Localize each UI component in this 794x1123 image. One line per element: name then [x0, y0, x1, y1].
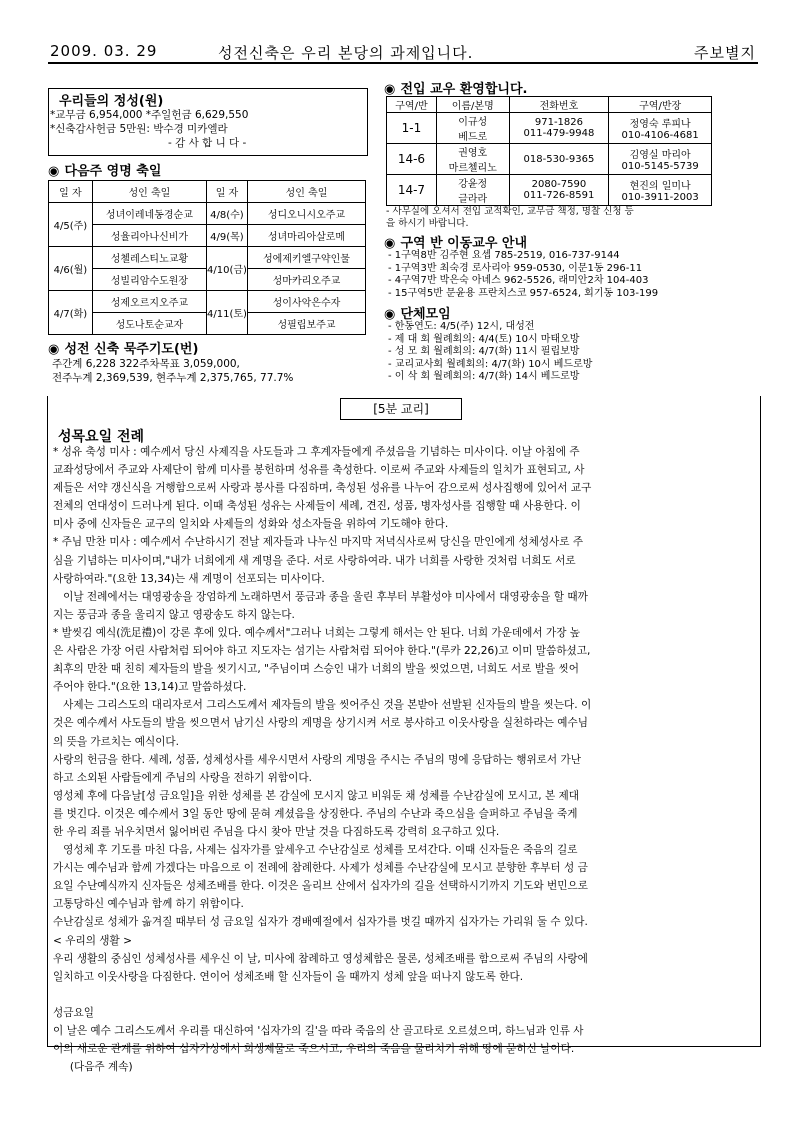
feast-saint: 성녀마리아살로메 [247, 225, 365, 247]
target-bullet-icon: ◉ [384, 82, 396, 97]
feast-saint: 성마카리오주교 [247, 269, 365, 291]
welcome-area: 14-6 [387, 144, 437, 175]
welcome-note [386, 206, 634, 230]
welcome-title: 전입 교우 환영합니다. [400, 82, 528, 97]
lesson-line: 고통당하신 예수님과 함께 하기 위함이다. [53, 898, 244, 911]
lesson-line: 미사 중에 신자들은 교구의 일치와 사제들의 성화와 성소자들을 위하여 기도해야 한다. [53, 518, 449, 531]
lesson-body [53, 443, 753, 1076]
prayer-section [48, 338, 198, 357]
groups-line: - 한동연도: 4/5(주) 12시, 대성전 [388, 321, 535, 332]
moving-line: - 4구역7반 박은숙 아녜스 962-5526, 래미안2차 104-403 [388, 275, 649, 286]
welcome-area: 1-1 [387, 113, 437, 144]
moving-title: 구역 반 이동교우 안내 [400, 236, 528, 251]
lesson-line: 영성체 후에 다음날[성 금요일]을 위한 성체를 본 감실에 모시지 않고 비워둔 채 성체를 수난감실에 모시고, 본 제대 [53, 789, 580, 802]
welcome-baptismal: 마르첼리노 [448, 163, 497, 174]
target-bullet-icon: ◉ [48, 342, 60, 357]
welcome-name: 권영호 [458, 148, 488, 159]
welcome-note-line: - 사무실에 오셔서 전입 교적확인, 교무금 책정, 명찰 신청 등 [386, 206, 634, 217]
welcome-leader: 김영실 마리아 [629, 150, 691, 161]
lesson-line: 의 뜻을 가르치는 예식이다. [53, 735, 180, 748]
lesson-line: 수난감실로 성체가 옮겨질 때부터 성 금요일 십자가 경배예절에서 십자가를 벗길 때까지 십자가는 가리워 둘 수 있다. [53, 916, 588, 929]
welcome-leader: 정영숙 루피나 [629, 119, 691, 130]
offerings-box [48, 88, 368, 156]
lesson-line: * 주님 만찬 미사 : 예수께서 수난하시기 전날 제자들과 나누신 마지막 저녁식사로써 당신을 만인에게 성체성사로 주 [53, 536, 584, 549]
lesson-line: 것은 예수께서 사도들의 발을 씻으면서 남기신 사랑의 계명을 상기시켜 서로 봉사하고 이웃사랑을 실천하라는 예수님 [53, 717, 588, 730]
offerings-line: *교무금 6,954,000 *주일헌금 6,629,550 [50, 109, 249, 121]
feast-header: 성인 축일 [92, 181, 206, 203]
welcome-phone: 011-726-8591 [523, 190, 595, 201]
lesson-line: 이 날은 예수 그리스도께서 우리를 대신하여 '십자가의 길'을 따라 죽음의 산 골고타로 오르셨으며, 하느님과 인류 사 [53, 1025, 584, 1037]
feast-section [48, 160, 161, 179]
lesson-line: 심을 기념하는 미사이며,"내가 너희에게 새 계명을 준다. 서로 사랑하여라. 내가 너희를 사랑한 것처럼 너희도 서로 [53, 554, 576, 567]
feast-date: 4/5(주) [49, 203, 93, 247]
feast-saint: 성제오르지오주교 [92, 291, 206, 313]
lesson-line: 가시는 예수님과 함께 가겠다는 마음으로 이 전례에 참례한다. 사제가 성체를 수난감실에 모시고 분향한 후부터 성 금 [53, 862, 588, 875]
prayer-line: 전주누계 2,369,539, 현주누계 2,375,765, 77.7% [52, 372, 294, 384]
welcome-phone: 971-1826 [534, 117, 584, 128]
feast-saint: 성도나토순교자 [92, 313, 206, 335]
offerings-title: 우리들의 정성(원) [59, 94, 164, 109]
target-bullet-icon: ◉ [384, 307, 396, 322]
moving-line: - 1구역8반 김주현 요셉 785-2519, 016-737-9144 [388, 250, 620, 261]
target-bullet-icon: ◉ [48, 164, 60, 179]
lesson-line: 제들은 서약 갱신식을 거행함으로써 사랑과 봉사를 다짐하며, 축성된 성유를 나누어 감으로써 성사집행에 있어서 교구 [53, 482, 592, 495]
lesson-line: 이날 전례에서는 대영광송을 장엄하게 노래하면서 풍금과 종을 울린 후부터 부활성야 미사에서 대영광송을 할 때까 [53, 590, 588, 603]
groups-section [384, 303, 451, 322]
lesson-line: 사랑의 헌금을 한다. 세례, 성품, 성체성사를 세우시면서 사랑의 계명을 주시는 주님의 명에 응답하는 행위로서 가난 [53, 753, 581, 766]
welcome-header: 구역/반 [387, 97, 437, 113]
groups-line: - 교리교사회 월례회의: 4/7(화) 10시 베드로방 [388, 358, 593, 370]
prayer-lines [52, 357, 293, 385]
issue-date: 2009. 03. 29 [50, 42, 158, 60]
moving-section [384, 232, 527, 251]
welcome-baptismal: 글라라 [458, 194, 488, 205]
welcome-name: 강윤정 [458, 179, 488, 190]
lesson-line: * 발씻김 예식(洗足禮)이 강론 후에 있다. 예수께서"그러나 너희는 그렇게 해서는 안 된다. 너희 가운데에서 가장 높 [53, 626, 581, 639]
offerings-line: *신축감사헌금 5만원: 박수경 미카엘라 [50, 123, 228, 135]
feast-header: 일 자 [49, 181, 93, 203]
offerings-thanks: - 감 사 합 니 다 - [168, 137, 247, 149]
lesson-line: 요일 수난예식까지 신자들은 성체조배를 한다. 이것은 올리브 산에서 십자가의 길을 선택하시기까지 기도와 번민으로 [53, 880, 588, 893]
welcome-phone: 018-530-9365 [523, 153, 595, 165]
lesson-line: 사랑하여라."(요한 13,34)는 새 계명이 선포되는 미사이다. [53, 572, 325, 585]
welcome-leader-phone: 010-4106-4681 [621, 130, 699, 141]
lesson-line: < 우리의 생활 > [53, 934, 133, 947]
welcome-area: 14-7 [387, 175, 437, 206]
offerings-lines [50, 108, 248, 150]
lesson-line: 를 벗긴다. 이것은 예수께서 3일 동안 땅에 묻혀 계셨음을 상징한다. 주님의 수난과 죽으심을 슬퍼하고 주님을 죽게 [53, 807, 578, 820]
feast-date: 4/7(화) [49, 291, 93, 335]
welcome-phone: 011-479-9948 [523, 128, 595, 139]
lesson-line: 한 우리 죄를 뉘우치면서 잃어버린 주님을 다시 찾아 만날 것을 다짐하도록 강력히 요구하고 있다. [53, 825, 500, 838]
feast-date: 4/11(토) [206, 291, 247, 335]
welcome-section [384, 78, 527, 97]
feast-header: 일 자 [206, 181, 247, 203]
groups-line: - 이 삭 회 월례회의: 4/7(화) 14시 베드로방 [388, 371, 580, 382]
lesson-line: 영성체 후 기도를 마친 다음, 사제는 십자가를 앞세우고 수난감실로 성체를 모셔간다. 이때 신자들은 죽음의 길로 [53, 844, 578, 857]
lesson-heading: 성목요일 전례 [58, 429, 145, 445]
welcome-header: 전화번호 [509, 97, 609, 113]
moving-line: - 15구역5반 문윤용 프란치스코 957-6524, 회기동 103-199 [388, 287, 659, 299]
feast-saint: 성첼레스티노교황 [92, 247, 206, 269]
welcome-phone: 2080-7590 [531, 179, 587, 190]
lesson-line [53, 986, 753, 1004]
welcome-header: 구역/반장 [609, 97, 712, 113]
feast-date: 4/10(금) [206, 247, 247, 291]
lesson-line: 은 사람은 가장 어린 사람처럼 되어야 하고 지도자는 섬기는 사람처럼 되어야 한다."(루카 22,26)고 이미 말씀하셨고, [53, 645, 591, 658]
prayer-line: 주간계 6,228 322주차목표 3,059,000, [52, 358, 240, 370]
lesson-line: (다음주 계속) [53, 1061, 133, 1074]
feast-saint: 성필립보주교 [247, 313, 365, 335]
feast-saint: 성율리아나신비가 [92, 225, 206, 247]
lesson-line: 주어야 한다."(요한 13,14)고 말씀하셨다. [53, 681, 247, 694]
welcome-table [386, 96, 712, 206]
page-header [48, 40, 758, 64]
feast-saint: 성에제키엘구약인물 [247, 247, 365, 269]
lesson-line: 최후의 만찬 때 친히 제자들의 발을 씻기시고, "주님이며 스승인 내가 너희의 발을 씻었으면, 너희도 서로 발을 씻어 [53, 663, 579, 676]
welcome-header: 이름/본명 [436, 97, 509, 113]
welcome-note-line: 을 하시기 바랍니다. [386, 218, 469, 229]
welcome-baptismal: 베드로 [458, 132, 488, 143]
feast-header: 성인 축일 [247, 181, 365, 203]
lesson-line: 교좌성당에서 주교와 사제단이 함께 미사를 봉헌하며 성유를 축성한다. 이로써 주교와 사제들의 일치가 표현되고, 사 [53, 464, 585, 477]
lesson-line: 사제는 그리스도의 대리자로서 그리스도께서 제자들의 발을 씻어주신 것을 본받아 선발된 신자들의 발을 씻는다. 이 [53, 699, 592, 712]
welcome-name: 이규성 [458, 117, 488, 128]
moving-line: - 1구역3반 최숙경 로사리아 959-0530, 이문1동 296-11 [388, 262, 643, 274]
groups-line: - 제 대 회 월례회의: 4/4(토) 10시 마태오방 [388, 333, 580, 345]
prayer-title: 성전 신축 묵주기도(번) [64, 342, 199, 357]
lesson-line: 지는 풍금과 종을 울리지 않고 영광송도 하지 않는다. [53, 608, 295, 621]
feast-table [48, 180, 366, 335]
lesson-line: 우리 생활의 중심인 성체성사를 세우신 이 날, 미사에 참례하고 영성체함은 물론, 성체조배를 함으로써 주님의 사랑에 [53, 952, 588, 965]
groups-title: 단체모임 [400, 307, 451, 322]
welcome-leader-phone: 010-5145-5739 [621, 161, 699, 172]
lesson-line: 이의 새로운 관계를 위하여 십자가상에서 희생제물로 죽으시고, 우리의 죽음을 물리치기 위해 땅에 묻히신 날이다. [53, 1043, 575, 1056]
header-label: 주보별지 [694, 44, 756, 62]
feast-saint: 성녀이레네동경순교 [92, 203, 206, 225]
moving-lines [388, 250, 658, 300]
welcome-leader: 현진의 일미나 [629, 181, 691, 192]
feast-saint: 성빌리암수도원장 [92, 269, 206, 291]
header-title: 성전신축은 우리 본당의 과제입니다. [218, 44, 474, 62]
groups-lines [388, 321, 592, 384]
feast-saint: 성이사악은수자 [247, 291, 365, 313]
feast-saint: 성디오니시오주교 [247, 203, 365, 225]
feast-title: 다음주 영명 축일 [64, 164, 162, 179]
feast-date: 4/9(목) [206, 225, 247, 247]
feast-date: 4/8(수) [206, 203, 247, 225]
lesson-line: 전체의 연대성이 드러나게 된다. 이때 축성된 성유는 사제들이 세례, 견진, 성품, 병자성사를 집행할 때 사용한다. 이 [53, 500, 581, 513]
groups-line: - 성 모 회 월례회의: 4/7(화) 11시 필립보방 [388, 346, 580, 357]
lesson-box-title: [5분 교리] [340, 398, 462, 420]
lesson-line: 하고 소외된 사람들에게 주님의 사랑을 전하기 위함이다. [53, 771, 312, 784]
lesson-line: 성금요일 [53, 1006, 94, 1019]
target-bullet-icon: ◉ [384, 236, 396, 251]
lesson-line: * 성유 축성 미사 : 예수께서 당신 사제직을 사도들과 그 후계자들에게 주셨음을 기념하는 미사이다. 이날 아침에 주 [53, 446, 580, 458]
lesson-line: 일치하고 이웃사랑을 다짐한다. 연이어 성체조배 할 신자들이 올 때까지 성체 앞을 떠나지 않도록 한다. [53, 970, 524, 983]
feast-date: 4/6(월) [49, 247, 93, 291]
welcome-leader-phone: 010-3911-2003 [621, 192, 699, 203]
